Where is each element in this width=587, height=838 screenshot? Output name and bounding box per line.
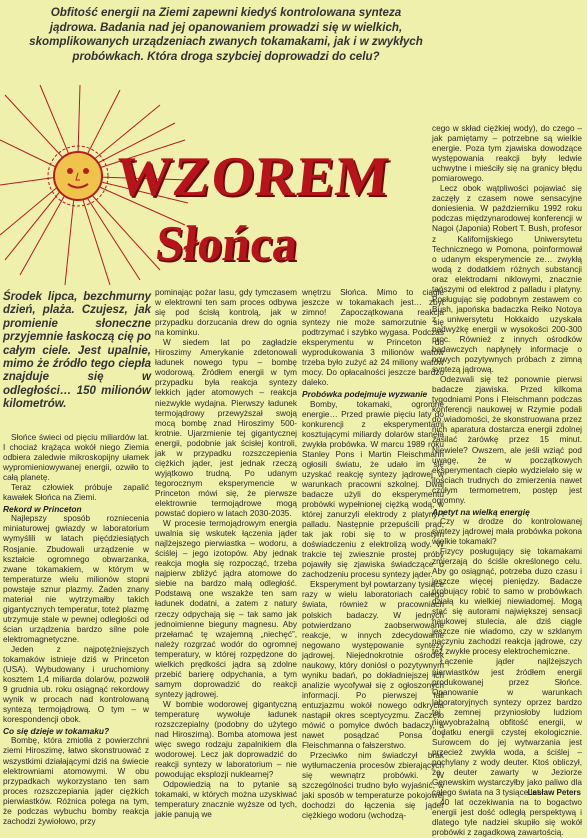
paragraph: wnętrzu Słońca. Mimo to ciągle jeszcze w tokamakach jest… zbyt zimno! Zapoczątkowana reakcja syntezy nie może samorzutnie się podtrzymać i szybko wygasa. Podczas eksperymentu w Princeton do wyprodukowania 3 milionów watów trzeba było zużyć aż 24 miliony watów mocy. Do opłacalności jeszcze bardzo daleko. — [302, 288, 444, 388]
paragraph: Odpowiedzią na to pytanie są tokamaki, w których można uzyskiwać temperatury znacznie wyższe od tych, jakie panują we — [155, 780, 297, 820]
title-line-2: Słońca — [153, 215, 301, 271]
article-lead: Obfitość energii na Ziemi zapewni kiedyś kontrolowana synteza jądrowa. Badania nad jej opanowaniem prowadzi się w wielkich, skomplikowanych urządzeniach zwanych tokamakami, jak i w zwykłych probówkach. Która droga szybciej doprowadzi do celu? — [29, 6, 423, 63]
paragraph: pominając pożar lasu, gdy tymczasem w elektrowni ten sam proces odbywa się pod ścisłą kontrolą, jak w przypadku dorzucania drew do ognia na kominku. — [155, 288, 297, 338]
section-heading: Co się dzieje w tokamaku? — [3, 726, 110, 737]
paragraph: W procesie termojądrowym energia uwalnia się wskutek łączenia jąder najlżejszego pierwiastka – wodoru, a ściślej – jego izotopów. Aby jednak reakcja mogła się rozpocząć, trzeba najpierw zbliżyć jądra atomowe do siebie na bardzo małą odległość. Podstawą one wszakże ten sam ładunek dodatni, a zatem z natury rzeczy odpychają się – tak samo jak jednoimienne bieguny magnesu. Aby przełamać tę wzajemną „niechęć”, należy rozgrzać wodór do ogromnej temperatury, w której rozpędzone do wielkich prędkości jądra są zdolne przebić barierę odpychania, a tym samym doprowadzić do reakcji syntezy jądrowej. — [155, 519, 297, 699]
section-heading: Apetyt na wielką energię — [432, 506, 530, 517]
section-heading: Rekord w Princeton — [3, 504, 82, 515]
paragraph: Czy w drodze do kontrolowanej syntezy jądrowej mała probówka pokona wielkie tokamaki? — [432, 516, 582, 546]
title-line-1: WZOREM — [112, 146, 393, 208]
paragraph: W bombie wodorowej gigantyczną temperaturę wywołuje ładunek rozszczepialny (podobny do użytego nad Hiroszimą). Bomba atomowa jest więc swego rodzaju zapalnikiem dla wodorowej. Lecz jak doprowadzić do reakcji syntezy w laboratorium – nie powodując eksplozji nuklearnej? — [155, 699, 297, 780]
paragraph: 40 lat oczekiwania na to bogactwo energii jest dość odległą perspektywą i dlatego tyle nadziei skupiło się wokół probówki z zagadkową zawartością. — [432, 798, 582, 838]
paragraph: Fizycy posługujący się tokamakami zmierzają do ściśle określonego celu. Aby go osiągnąć, potrzeba duzo czasu i jeszcze więcej pieniędzy. Badacze probujący robić to samo w probówkach działą ku wielkiej niewiadomej. Mogą stać się autorami największej sensacji naukowej stulecia, ale dziś ciągle jeszcze nie wiadomo, czy w szklanym naczyniu zachodzi reakcja jądrowe, czy też zwykłe procesy elektrochemiczne. — [432, 546, 582, 657]
paragraph: Najlepszy sposób rozniecenia miniaturowej gwiazdy w laboratorium wymyślili w latach pięćdziesiątych Rosjanie. Zbudowali urządzenie w kształcie ogromnego obwarzanka, zwane tokamakiem, w którym w temperaturze wielu milionów stopni powstaje sznur plazmy. Żaden znany materiał nie wytrzymałby takich gigantycznych temperatur, toteż plazmę utrzymuje stale w pewnej odległości od ścian urządzenia bardzo silne pole elektromagnetyczne. — [3, 514, 149, 644]
paragraph: Łączenie jąder najlżejszych pierwiastków jest źródłem energii produkowanej przez Słońce. Opanowanie w warunkach laboratoryjnych syntezy oprzez bardzo tej zemnej przyniosłoby ludziom niewyobrażalną obfitość energii, w dodatku energii czystej ekologicznie. Surowcem do jej wytwarzania jest przecież zwykła woda, a ściślej – pochylany z wody deuter. Ktoś obliczył, że deuter zawarty w Jeziorze Genewskim wystarczyłby jako paliwo dla całego świata na 3 tysiące lat. — [432, 657, 582, 798]
paragraph: Lecz obok wątpliwości pojawiać się zaczęły z czasem nowe sensacyjne doniesienia. W październiku 1992 roku podczas międzynarodowej konferencji w Nagoi (Japonia) Robert T. Bush, profesor z Kalifornijskiego Uniwersytetu Technicznego w Pomona, poinformował o udanym eksperymencie ze… zwykłą wodą z dodatkiem różnych substancji oraz elektrodami niklowymi, znacznie tańszymi od elektrod z palladu i platyny. Posługując się podobnym zestawem co Bush, japońska badaczka Reiko Notoya z uniwersytetu Hokkaido uzyskała nadwyżkę energii w wysokości 200-300 proc. Również z innych ośrodków badawczych napłynęły informacje o nowych pozytywnych próbach z zimną syntezą jądrową. — [432, 184, 582, 375]
paragraph: Bomby, tokamaki, ogromne energie… Przed prawie pięciu laty do konkurencji z eksperymentami kosztującymi miliardy dolarów stanęła zwykła probówka. W marcu 1989 roku Stanley Pons i Martin Fleischmann ogłosili światu, że udało im się uzyskać reakcję syntezy jądrowej w warunkach pracowni szkolnej. Dwaj badacze użyli do eksperymentu probówki wypełnionej ciężką wodą, w której zanurzyli elektrody z platyny i palladu. Następnie przepuścili prąd, tak jak robi się to w prostym doświadczeniu z elektrolizą wody. W trakcie tej zwiesznie prostej próby pojawiły się zjawiska świadczące o zachodzeniu procesu syntezy jąder. — [302, 399, 444, 580]
paragraph: Przeciwko nim świadczył brak wytłumaczenia procesów zbierających się wewnątrz probówki. W szczególności trudno było wyjaśnić, w jaki sposób w temperaturze pokojowej dochodzi do łączenia się jąder ciężkiego wodoru (wchodzą- — [302, 751, 444, 821]
paragraph: Jeden z najpotężniejszych tokamaków istnieje dziś w Princeton (USA). Wybudowany i uruchomiony kosztem 1,4 miliarda dolarów, pozwolił 9 grudnia ub. roku osiągnąć rekordowy wynik w procach nad kontrolowaną syntezą termojądrową. O tym – w korespondencji obok. — [3, 644, 149, 725]
paragraph: cego w skład ciężkiej wody), do czego – jak pamiętamy – potrzebne są wielkie energie. Poza tym zjawiska dowodzące występowania reakcji były ledwie uchwytne i mieściły się na granicy błędu pomiarowego. — [432, 124, 582, 184]
paragraph: Odezwali się też ponownie pierwsi badacze zjawiska. Przed kilkoma tygodniami Pons i Fleischmann podczas konferencji naukowej w Rzymie podali do wiadomości, że skonstruowana przez nich aparatura dostarcza energii zdolnej zasilać żarówkę przez 15 minut. Niewiele? Owszem, ale jeśli wziąć pod uwagę, że w początkowych eksperymentach ciepło wydzielało się w ilościach trudnych do zmierzenia nawet czułym termometrem, postęp jest ogromny. — [432, 375, 582, 505]
author-byline: Lesław Peters — [527, 788, 581, 797]
paragraph: Eksperyment był powtarzany tysiące razy w wielu laboratoriach całego świata, również w pracowniach polskich badaczy. W jednych potwierdzano zaobserwowane reakcje, w innych zdecydowanie negowano występowanie syntezy jądrowej. Niejednokrotnie ośrodek naukowy, który doniósł o pozytywnym wyniku badań, po dokładniejszej ich analizie wycofywał się z ogłoszonych informacji. Po pierwszej fali entuzjazmu wokół nowego odkrycia nastąpił okres sceptycyzmu. Zaczęto mówić o pomyłce dwóch badaczy, a nawet posądzać Ponsa i Fleischmanna o fałszerstwo. — [302, 580, 444, 751]
section-heading: Probówka podejmuje wyzwanie — [302, 389, 428, 400]
paragraph: Teraz człowiek próbuje zapalić kawałek Słońca na Ziemi. — [3, 483, 149, 503]
column-1 — [3, 433, 149, 826]
column-3 — [302, 288, 444, 821]
intro-paragraph: Środek lipca, bezchmurny dzień, plaża. Czujesz, jak promienie słoneczne przyjemnie łaskoczą cię po całym ciele. Jest upalnie, mimo że źródło tego ciepła znajduje się w odległości… 150 milionów kilometrów. — [3, 291, 151, 411]
paragraph: Bombę, która zmiotła z powierzchni ziemi Hiroszimę, łatwo skonstruować z wszystkimi działającymi dziś na świecie elektrowniami atomowymi. W obu przypadkach wykorzystano ten sam proces rozszczepiania jąder ciężkich pierwiastków. Różnica polega na tym, że podczas wybuchu bomby reakcja zachodzi żywiołowo, przy — [3, 736, 149, 826]
column-2 — [155, 288, 297, 820]
paragraph: Słońce świeci od pięciu miliardów lat. I chociaż krążąca wokół niego Ziemia odbiera zaledwie mikroskopijny ułamek wypromieniowywanej energii, ozwiło to całą planetę. — [3, 433, 149, 483]
paragraph: W siedem lat po zagładzie Hiroszimy Amerykanie zdetonowali ładunek nowego typu – bombę wodorową. Źródłem energii w tym przypadku była reakcja syntezy lekkich jąder atomowych – reakcja niezwykle wydajna. Pierwszy ładunek termojądrowy przewyższał swoją mocą bombę znad Hiroszimy 500-krotnie. Ujarzmienie tej gigantycznej energii, podobnie jak ścisłej kontroli, jak w przypadku rozszczepienia ciężkich jąder, jest jednak rzeczą wyjątkowo trudną. Po udanym tegorocznym eksperymencie w Princeton mówi się, że pierwsze elektrownie termojądrowe mogą powstać dopiero w latach 2030-2035. — [155, 338, 297, 519]
